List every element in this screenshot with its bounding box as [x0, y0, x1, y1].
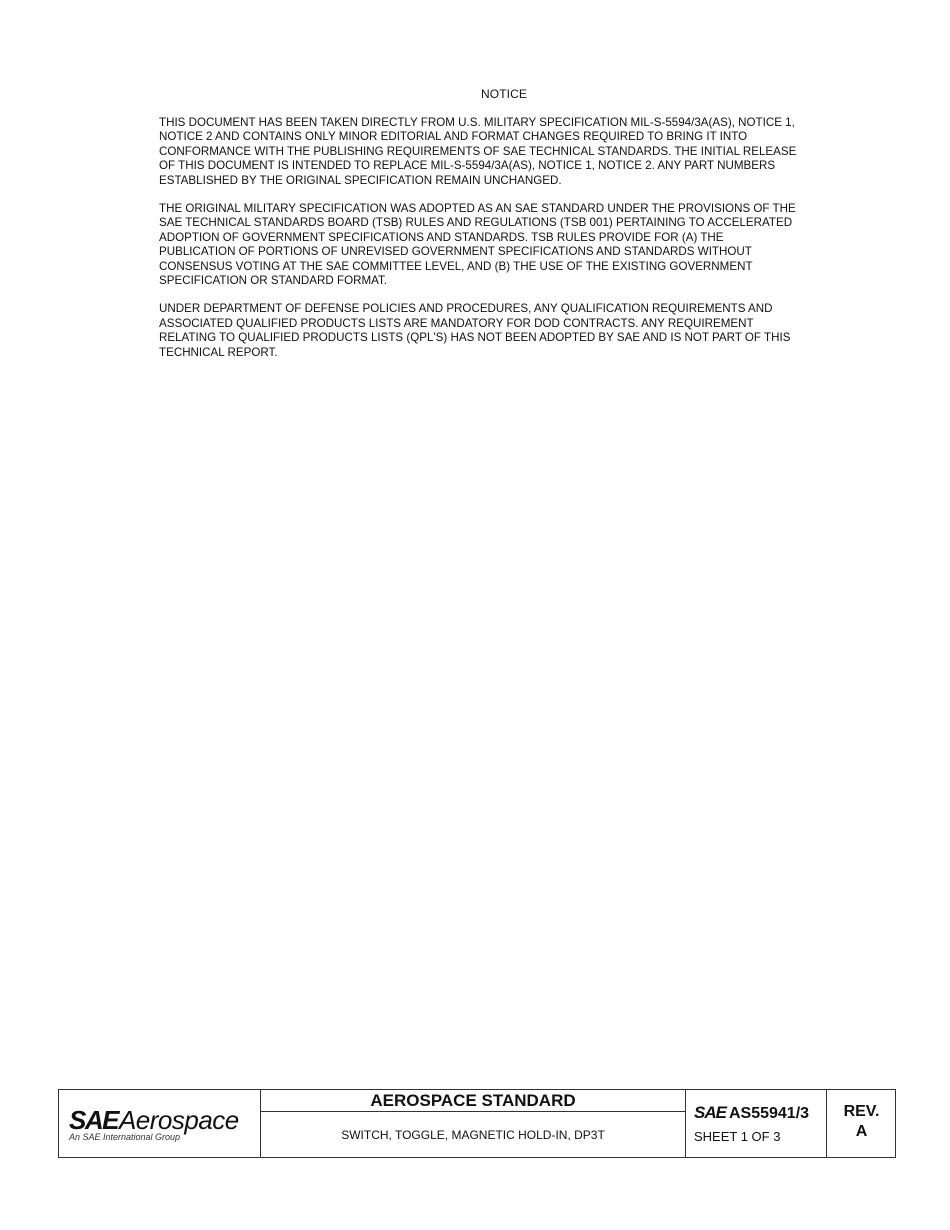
logo-cell [59, 1090, 261, 1157]
notice-paragraph-3 [159, 302, 859, 360]
text-line: OF THIS DOCUMENT IS INTENDED TO REPLACE MIL-S-5594/3A(AS), NOTICE 1, NOTICE 2. ANY PART NUMBERS [159, 159, 776, 173]
notice-paragraph-2 [159, 202, 859, 288]
sheet-number: SHEET 1 OF 3 [694, 1129, 781, 1144]
text-line: NOTICE 2 AND CONTAINS ONLY MINOR EDITORIAL AND FORMAT CHANGES REQUIRED TO BRING IT INTO [159, 130, 748, 144]
standard-type: AEROSPACE STANDARD [261, 1090, 685, 1112]
text-line: THE ORIGINAL MILITARY SPECIFICATION WAS ADOPTED AS AN SAE STANDARD UNDER THE PROVISIONS OF THE [159, 202, 796, 216]
text-line: SPECIFICATION OR STANDARD FORMAT. [159, 274, 388, 288]
text-line: CONFORMANCE WITH THE PUBLISHING REQUIREMENTS OF SAE TECHNICAL STANDARDS. THE INITIAL RELEASE [159, 144, 797, 158]
revision-value: A [855, 1123, 868, 1140]
logo-tagline: An SAE International Group [69, 1132, 181, 1142]
text-line: SAE TECHNICAL STANDARDS BOARD (TSB) RULES AND REGULATIONS (TSB 001) PERTAINING TO ACCELERATED [159, 216, 793, 230]
text-line: ADOPTION OF GOVERNMENT SPECIFICATIONS AND STANDARDS. TSB RULES PROVIDE FOR (A) THE [159, 230, 724, 244]
doc-number: AS55941/3 [728, 1105, 810, 1122]
text-line: UNDER DEPARTMENT OF DEFENSE POLICIES AND PROCEDURES, ANY QUALIFICATION REQUIREMENTS AND [159, 302, 773, 316]
notice-body [159, 116, 859, 374]
document-title: SWITCH, TOGGLE, MAGNETIC HOLD-IN, DP3T [341, 1128, 605, 1142]
logo-mark: SAE [69, 1105, 118, 1135]
text-line: PUBLICATION OF PORTIONS OF UNREVISED GOVERNMENT SPECIFICATIONS AND STANDARDS WITHOUT [159, 245, 752, 259]
doc-number-cell [686, 1090, 827, 1157]
notice-paragraph-1 [159, 116, 859, 188]
text-line: TECHNICAL REPORT. [159, 345, 278, 359]
text-line: ASSOCIATED QUALIFIED PRODUCTS LISTS ARE MANDATORY FOR DOD CONTRACTS. ANY REQUIREMENT [159, 316, 754, 330]
text-line: THIS DOCUMENT HAS BEEN TAKEN DIRECTLY FROM U.S. MILITARY SPECIFICATION MIL-S-5594/3A(AS), NOTICE 1, [159, 116, 795, 129]
sae-mark: SAE [694, 1103, 726, 1122]
title-block [58, 1089, 896, 1158]
text-line: CONSENSUS VOTING AT THE SAE COMMITTEE LEVEL, AND (B) THE USE OF THE EXISTING GOVERNMENT [159, 259, 753, 273]
doc-number-row [694, 1103, 809, 1123]
notice-title: NOTICE [481, 87, 527, 101]
title-cell [261, 1090, 686, 1157]
revision-cell [827, 1090, 896, 1157]
text-line: ESTABLISHED BY THE ORIGINAL SPECIFICATION REMAIN UNCHANGED. [159, 173, 562, 187]
logo-word: Aerospace [118, 1105, 239, 1135]
text-line: RELATING TO QUALIFIED PRODUCTS LISTS (QPL'S) HAS NOT BEEN ADOPTED BY SAE AND IS NOT PART OF THIS [159, 331, 791, 345]
revision-label: REV. [843, 1103, 880, 1120]
